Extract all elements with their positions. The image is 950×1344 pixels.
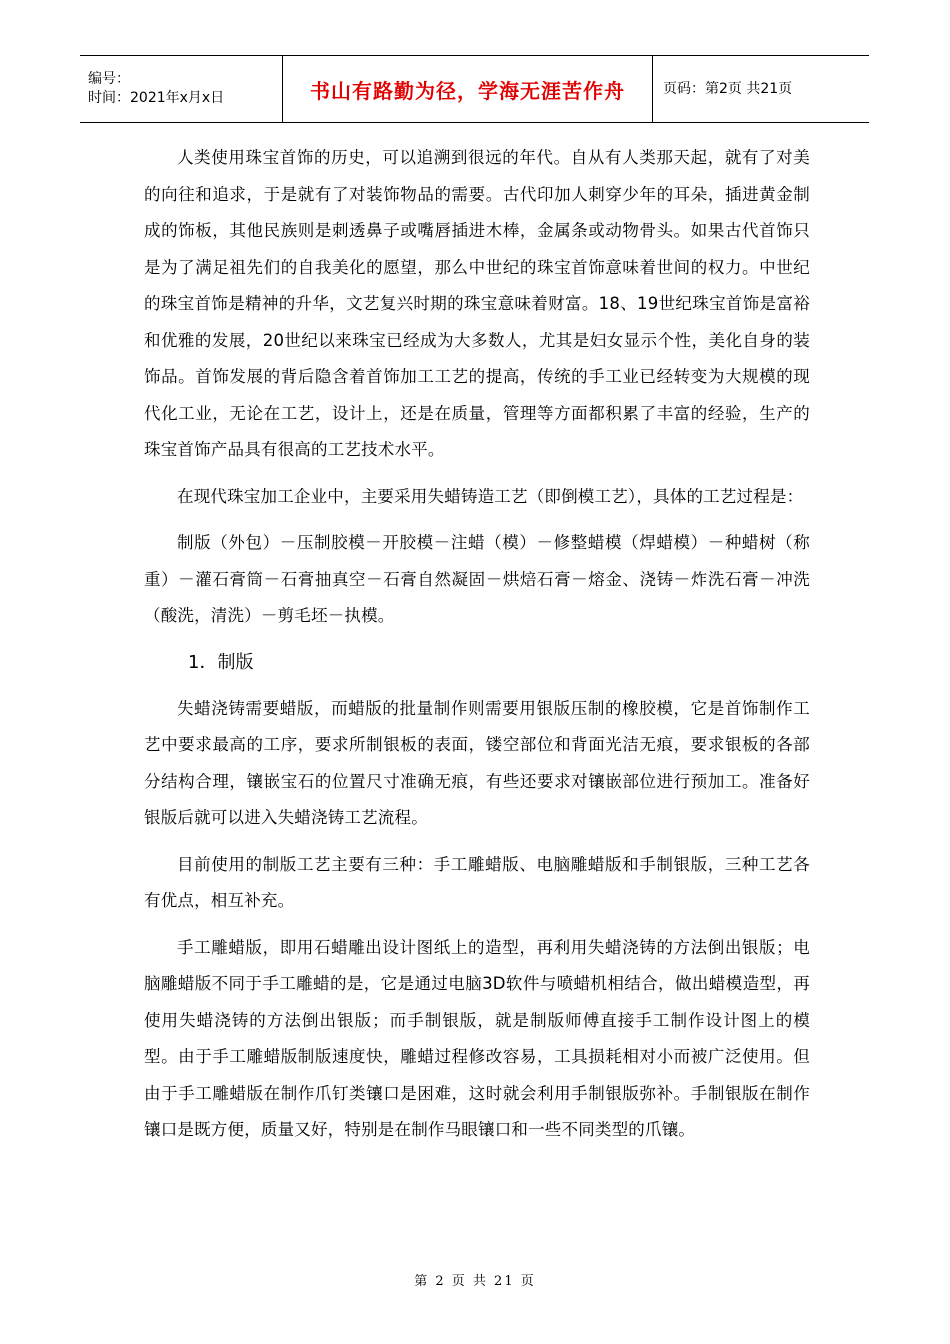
- section-heading: 1．制版: [188, 651, 254, 673]
- document-time: 时间：2021年x月x日: [88, 90, 225, 106]
- header-page-cell: [653, 56, 869, 122]
- header-page-info: 页码：第2页 共21页: [663, 80, 793, 97]
- paragraph-three-methods: 目前使用的制版工艺主要有三种：手工雕蜡版、电脑雕蜡版和手制银版，三种工艺各有优点，相互补充。: [144, 854, 810, 910]
- paragraph-lost-wax: 失蜡浇铸需要蜡版，而蜡版的批量制作则需要用银版压制的橡胶模，它是首饰制作工艺中要求最高的工序，要求所制银板的表面，镂空部位和背面光洁无痕，要求银板的各部分结构合理，镶嵌宝石的位置尺寸准确无痕，有些还要求对镶嵌部位进行预加工。准备好银版后就可以进入失蜡浇铸工艺流程。: [144, 698, 810, 827]
- paragraph-process-steps: 制版（外包）－压制胶模－开胶模－注蜡（模）－修整蜡模（焊蜡模）－种蜡树（称重）－灌石膏筒－石膏抽真空－石膏自然凝固－烘焙石膏－熔金、浇铸－炸洗石膏－冲洗（酸洗，清洗）－剪毛坯－执模。: [144, 533, 810, 625]
- document-number: 编号：: [88, 71, 130, 87]
- paragraph-history: 人类使用珠宝首饰的历史，可以追溯到很远的年代。自从有人类那天起，就有了对美的向往和追求，于是就有了对装饰物品的需要。古代印加人刺穿少年的耳朵，插进黄金制成的饰板，其他民族则是刺透鼻子或嘴唇插进木棒，金属条或动物骨头。如果古代首饰只是为了满足祖先们的自我美化的愿望，那么中世纪的珠宝首饰意味着世间的权力。中世纪的珠宝首饰是精神的升华，文艺复兴时期的珠宝意味着财富。18、19世纪珠宝首饰是富裕和优雅的发展，20世纪以来珠宝已经成为大多数人，尤其是妇女显示个性，美化自身的装饰品。首饰发展的背后隐含着首饰加工工艺的提高，传统的手工业已经转变为大规模的现代化工业，无论在工艺，设计上，还是在质量，管理等方面都积累了丰富的经验，生产的珠宝首饰产品具有很高的工艺技术水平。: [144, 148, 810, 459]
- header-motto: 书山有路勤为径，学海无涯苦作舟: [310, 78, 625, 103]
- page-footer: 第 2 页 共 21 页: [414, 1274, 536, 1289]
- paragraph-method-details: 手工雕蜡版，即用石蜡雕出设计图纸上的造型，再利用失蜡浇铸的方法倒出银版；电脑雕蜡版不同于手工雕蜡的是，它是通过电脑3D软件与喷蜡机相结合，做出蜡模造型，再使用失蜡浇铸的方法倒出银版；而手制银版，就是制版师傅直接手工制作设计图上的模型。由于手工雕蜡版制版速度快，雕蜡过程修改容易，工具损耗相对小而被广泛使用。但由于手工雕蜡版在制作爪钉类镶口是困难，这时就会利用手制银版弥补。手制银版在制作镶口是既方便，质量又好，特别是在制作马眼镶口和一些不同类型的爪镶。: [144, 937, 810, 1139]
- header-meta: [80, 56, 283, 122]
- paragraph-process-intro: 在现代珠宝加工企业中，主要采用失蜡铸造工艺（即倒模工艺），具体的工艺过程是：: [177, 486, 804, 506]
- page-header: [80, 55, 869, 123]
- body-content: [144, 140, 810, 1159]
- header-motto-cell: [283, 56, 653, 122]
